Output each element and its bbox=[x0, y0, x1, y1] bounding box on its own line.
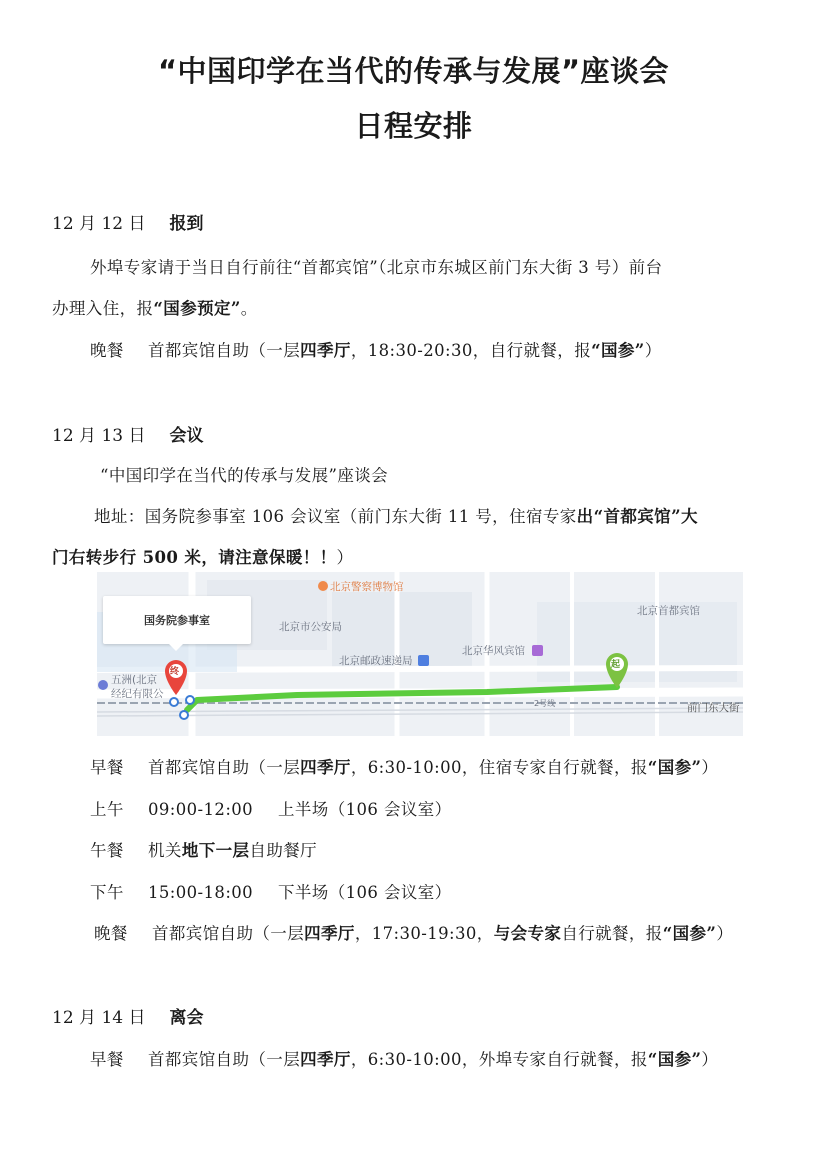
map-end-marker: 终 bbox=[170, 667, 180, 677]
map-label-line2: 2号线 bbox=[534, 699, 556, 708]
map-label-shoudu-hotel: 北京首都宾馆 bbox=[637, 605, 700, 617]
day2-date: 12 月 13 日 bbox=[52, 426, 146, 446]
day1-date: 12 月 12 日 bbox=[52, 214, 146, 234]
day1-checkin-text-2: 办理入住，报“国参预定”。 bbox=[52, 299, 258, 318]
map-label-qianmen: 前门东大街 bbox=[687, 702, 740, 714]
route-map bbox=[97, 572, 743, 736]
day1-dinner-label: 晚餐 bbox=[90, 341, 124, 360]
day2-address-2: 门右转步行 500 米，请注意保暖！！） bbox=[52, 548, 354, 567]
map-label-wuzhou-1: 五洲(北京 bbox=[111, 674, 158, 686]
day2-address-1: 地址：国务院参事室 106 会议室（前门东大街 11 号，住宿专家出“首都宾馆”大 bbox=[94, 507, 698, 526]
day1-dinner: 晚餐 首都宾馆自助（一层四季厅，18:30-20:30，自行就餐，报“国参”） bbox=[90, 337, 662, 361]
day1-heading bbox=[52, 209, 203, 234]
day3-heading bbox=[52, 1003, 203, 1028]
day3-breakfast: 早餐 首都宾馆自助（一层四季厅，6:30-10:00，外埠专家自行就餐，报“国参”） bbox=[90, 1050, 719, 1069]
map-label-police-museum: 北京警察博物馆 bbox=[330, 581, 404, 593]
day2-dinner: 晚餐 首都宾馆自助（一层四季厅，17:30-19:30，与会专家自行就餐，报“国参”） bbox=[94, 924, 734, 943]
day2-afternoon: 下午 15:00-18:00 下半场（106 会议室） bbox=[90, 883, 452, 902]
day3-topic: 离会 bbox=[169, 1008, 204, 1028]
day2-lunch: 午餐 机关地下一层自助餐厅 bbox=[90, 841, 318, 860]
map-label-wuzhou-2: 经纪有限公 bbox=[111, 688, 164, 700]
day2-meeting-name: “中国印学在当代的传承与发展”座谈会 bbox=[100, 466, 389, 485]
map-label-huafeng-hotel: 北京华风宾馆 bbox=[462, 645, 525, 657]
day1-checkin-text-1: 外埠专家请于当日自行前往“首都宾馆”（北京市东城区前门东大街 3 号）前台 bbox=[90, 258, 663, 277]
day2-morning: 上午 09:00-12:00 上半场（106 会议室） bbox=[90, 800, 452, 819]
map-start-marker: 起 bbox=[611, 660, 621, 670]
document-title: “中国印学在当代的传承与发展”座谈会 bbox=[157, 54, 670, 88]
map-label-post-office: 北京邮政速递局 bbox=[339, 655, 413, 667]
day2-heading bbox=[52, 421, 203, 446]
map-callout: 国务院参事室 bbox=[103, 596, 251, 644]
map-label-public-security: 北京市公安局 bbox=[279, 621, 342, 633]
document-subtitle: 日程安排 bbox=[354, 109, 473, 143]
day2-breakfast: 早餐 首都宾馆自助（一层四季厅，6:30-10:00，住宿专家自行就餐，报“国参”） bbox=[90, 758, 719, 777]
day3-date: 12 月 14 日 bbox=[52, 1008, 146, 1028]
day2-topic: 会议 bbox=[169, 426, 204, 446]
day1-topic: 报到 bbox=[169, 214, 204, 234]
